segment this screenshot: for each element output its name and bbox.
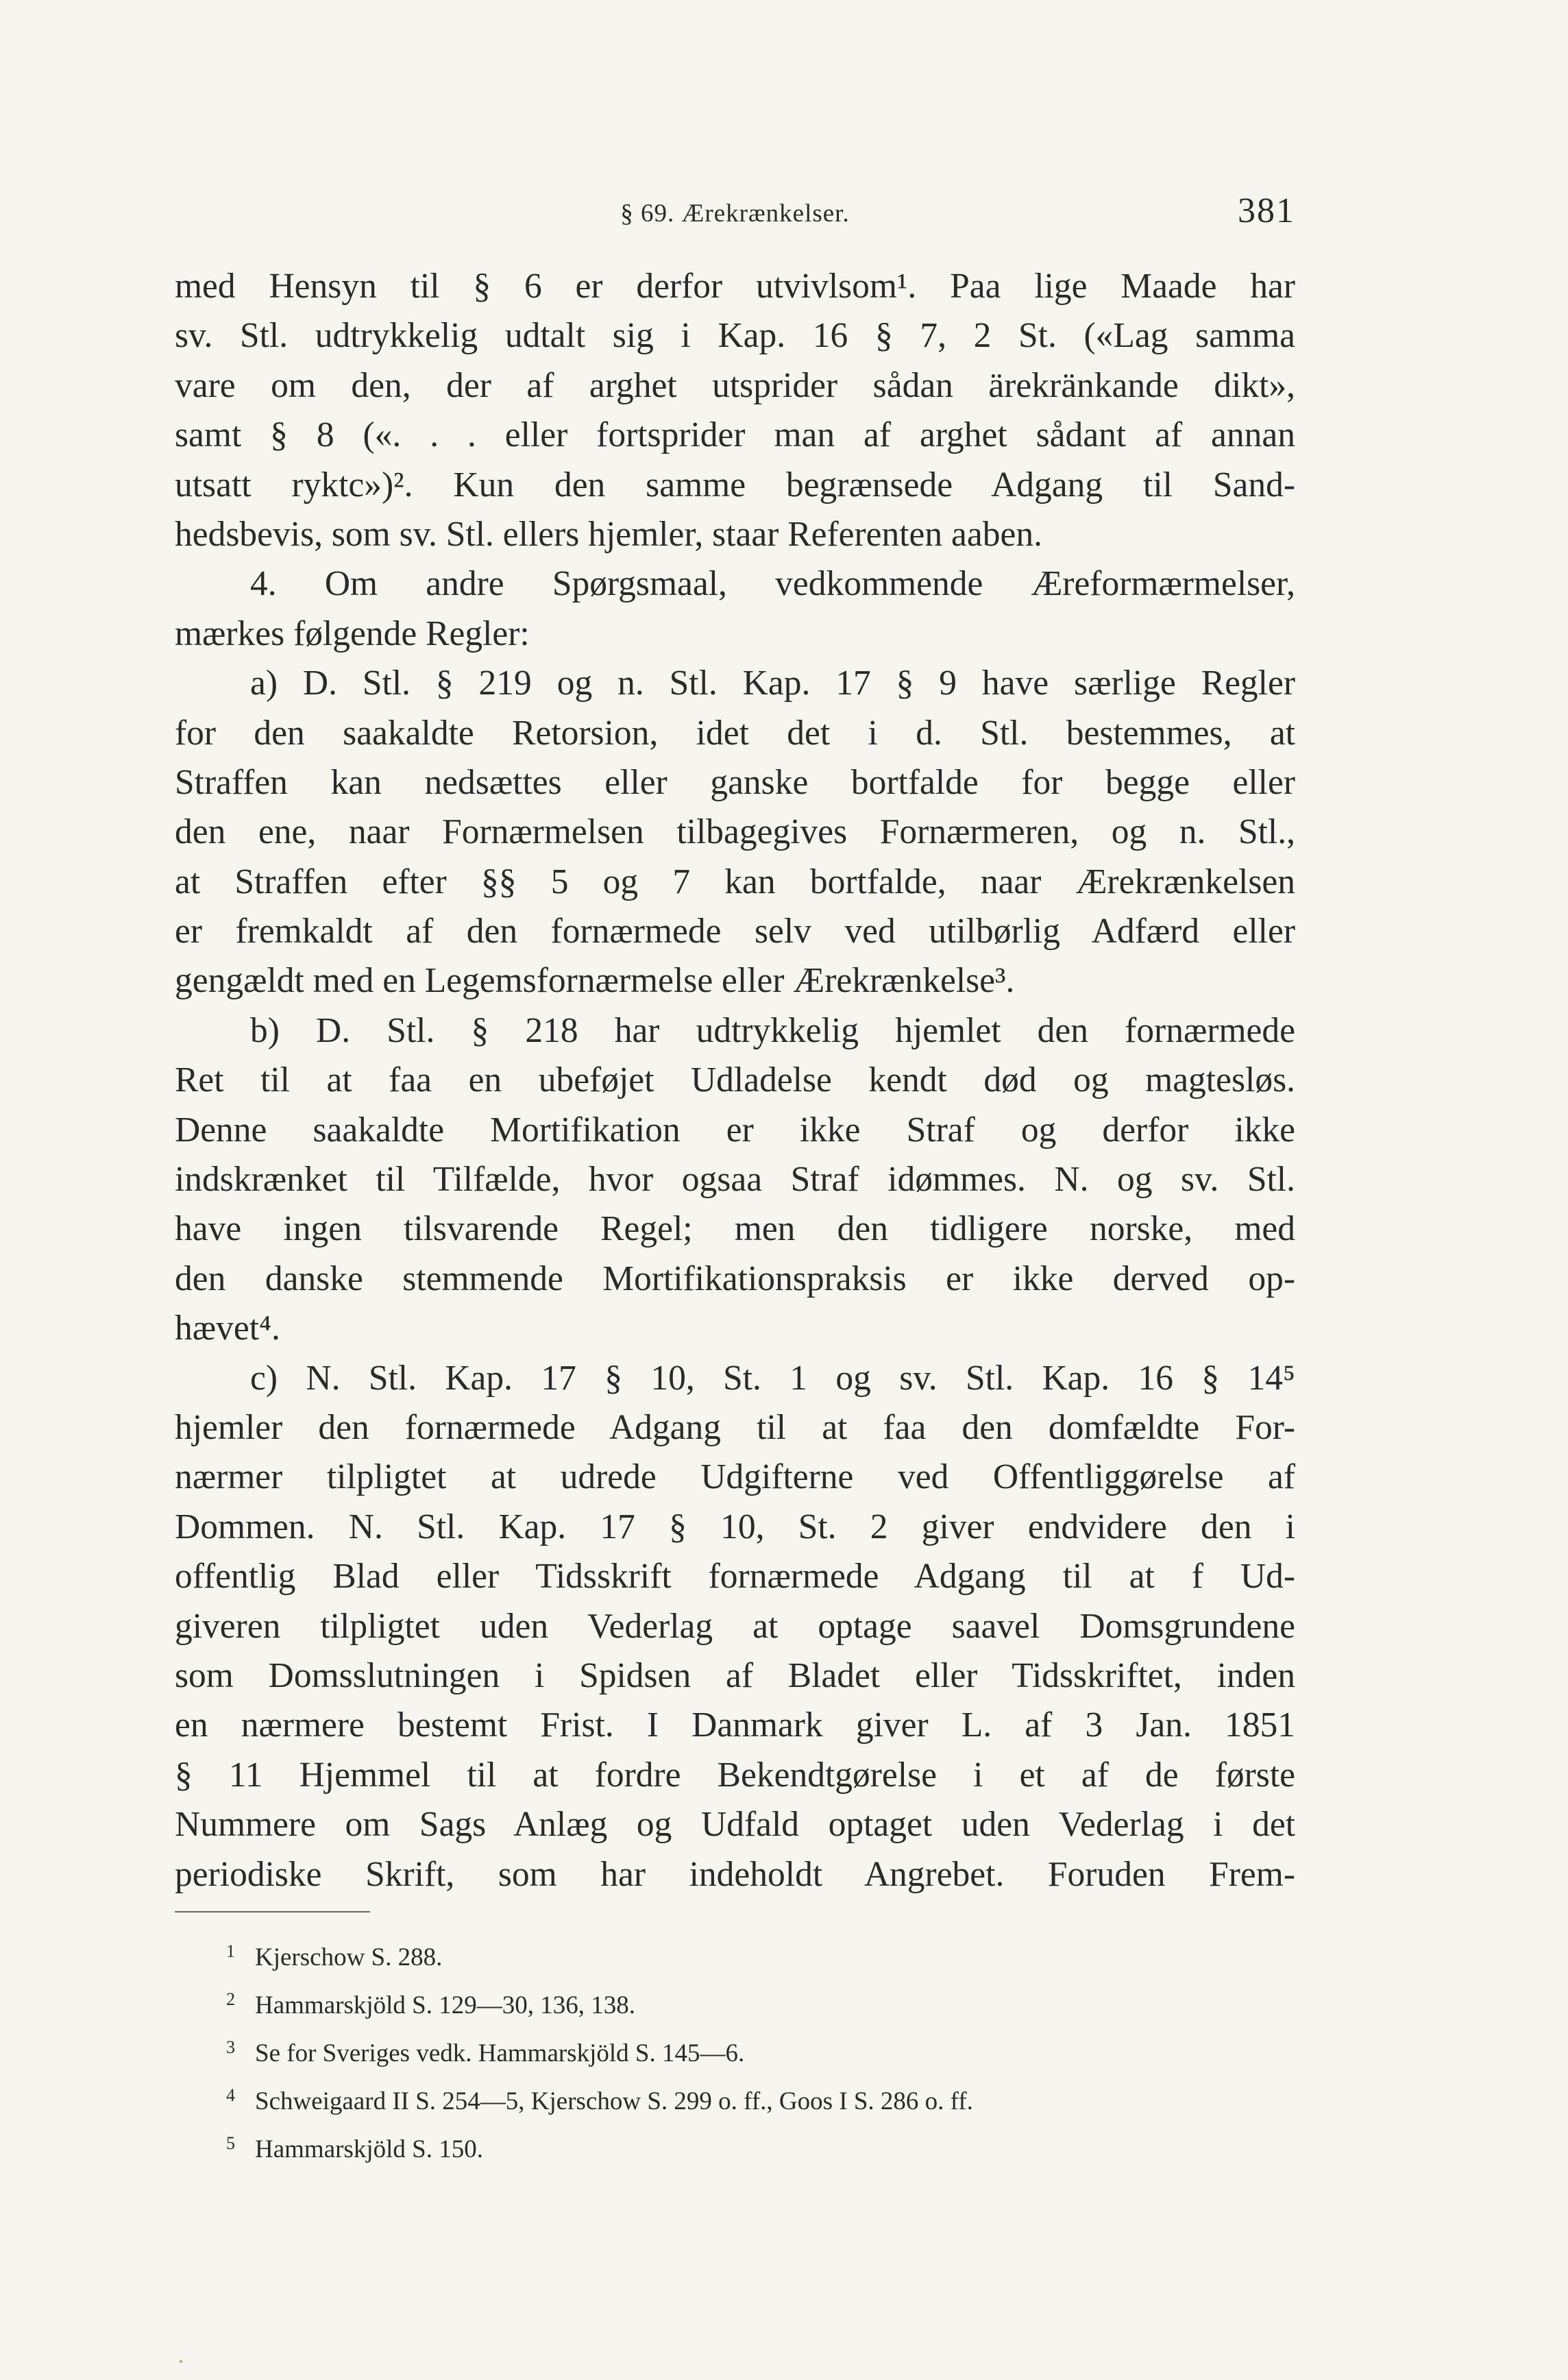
text-line: have ingen tilsvarende Regel; men den tidligere norske, med bbox=[175, 1209, 1295, 1249]
text-line: for den saakaldte Retorsion, idet det i d. Stl. bestemmes, at bbox=[175, 713, 1295, 753]
footnote-text: Schweigaard II S. 254—5, Kjerschow S. 299 o. ff., Goos I S. 286 o. ff. bbox=[255, 2087, 973, 2115]
footnote-mark: 5 bbox=[226, 2133, 235, 2153]
text-line: gengældt med en Legemsfornærmelse eller Ærekrænkelse³. bbox=[175, 961, 1015, 1001]
text-line: § 11 Hjemmel til at fordre Bekendtgørelse i et af de første bbox=[175, 1755, 1295, 1795]
text-line: offentlig Blad eller Tidsskrift fornærmede Adgang til at f Ud- bbox=[175, 1557, 1295, 1596]
text-line: Denne saakaldte Mortifikation er ikke Straf og derfor ikke bbox=[175, 1110, 1295, 1150]
text-line: Dommen. N. Stl. Kap. 17 § 10, St. 2 giver endvidere den i bbox=[175, 1507, 1295, 1546]
text-line: a) D. Stl. § 219 og n. Stl. Kap. 17 § 9 have særlige Regler bbox=[250, 664, 1295, 703]
text-line: 4. Om andre Spørgsmaal, vedkommende Æreformærmelser, bbox=[250, 564, 1295, 604]
footnote bbox=[226, 2074, 1297, 2122]
text-line: giveren tilpligtet uden Vederlag at optage saavel Domsgrundene bbox=[175, 1606, 1295, 1646]
text-line: Ret til at faa en ubeføjet Udladelse kendt død og magtesløs. bbox=[175, 1060, 1295, 1100]
footnote-text: Hammarskjöld S. 129—30, 136, 138. bbox=[255, 1991, 635, 2019]
footnote-text: Hammarskjöld S. 150. bbox=[255, 2135, 483, 2163]
footnote-text: Se for Sveriges vedk. Hammarskjöld S. 145—6. bbox=[255, 2039, 745, 2067]
text-line: hedsbevis, som sv. Stl. ellers hjemler, staar Referenten aaben. bbox=[175, 514, 1042, 554]
text-line: den ene, naar Fornærmelsen tilbagegives Fornærmeren, og n. Stl., bbox=[175, 812, 1295, 852]
text-line: periodiske Skrift, som har indeholdt Angrebet. Foruden Frem- bbox=[175, 1854, 1295, 1894]
text-line: en nærmere bestemt Frist. I Danmark giver L. af 3 Jan. 1851 bbox=[175, 1705, 1295, 1745]
footnote-mark: 4 bbox=[226, 2085, 235, 2105]
text-line: er fremkaldt af den fornærmede selv ved utilbørlig Adfærd eller bbox=[175, 912, 1295, 951]
body-text bbox=[175, 262, 1295, 1899]
text-line: indskrænket til Tilfælde, hvor ogsaa Straf idømmes. N. og sv. Stl. bbox=[175, 1160, 1295, 1200]
text-line: nærmer tilpligtet at udrede Udgifterne ved Offentliggørelse af bbox=[175, 1457, 1295, 1497]
footnote-mark: 3 bbox=[226, 2037, 235, 2057]
text-line: hjemler den fornærmede Adgang til at faa den domfældte For- bbox=[175, 1407, 1295, 1447]
text-line: sv. Stl. udtrykkelig udtalt sig i Kap. 16 § 7, 2 St. («Lag samma bbox=[175, 316, 1295, 356]
text-line: Nummere om Sags Anlæg og Udfald optaget uden Vederlag i det bbox=[175, 1805, 1295, 1845]
footnote bbox=[226, 2122, 1297, 2170]
text-line: med Hensyn til § 6 er derfor utvivlsom¹. Paa lige Maade har bbox=[175, 267, 1295, 306]
footnote-rule bbox=[175, 1911, 370, 1912]
paper-speck bbox=[180, 2360, 182, 2363]
footnote bbox=[226, 1978, 1297, 2026]
running-head bbox=[175, 191, 1295, 239]
text-line: at Straffen efter §§ 5 og 7 kan bortfalde, naar Ærekrænkelsen bbox=[175, 862, 1295, 901]
footnote-mark: 2 bbox=[226, 1989, 235, 2009]
text-line: utsatt ryktc»)². Kun den samme begrænsede Adgang til Sand- bbox=[175, 465, 1295, 505]
text-line: mærkes følgende Regler: bbox=[175, 614, 530, 653]
page-number: 381 bbox=[1238, 191, 1295, 230]
text-line: hævet⁴. bbox=[175, 1309, 280, 1348]
text-line: c) N. Stl. Kap. 17 § 10, St. 1 og sv. Stl. Kap. 16 § 14⁵ bbox=[250, 1358, 1295, 1398]
footnotes bbox=[226, 1930, 1297, 2170]
text-line: vare om den, der af arghet utsprider sådan ärekränkande dikt», bbox=[175, 365, 1295, 405]
text-line: som Domsslutningen i Spidsen af Bladet eller Tidsskriftet, inden bbox=[175, 1655, 1295, 1695]
footnote bbox=[226, 2026, 1297, 2074]
text-line: Straffen kan nedsættes eller ganske bortfalde for begge eller bbox=[175, 762, 1295, 802]
footnote bbox=[226, 1930, 1297, 1978]
text-line: samt § 8 («. . . eller fortsprider man af arghet sådant af annan bbox=[175, 415, 1295, 455]
text-line: b) D. Stl. § 218 har udtrykkelig hjemlet den fornærmede bbox=[250, 1010, 1295, 1050]
text-line: den danske stemmende Mortifikationspraksis er ikke derved op- bbox=[175, 1259, 1295, 1298]
footnote-mark: 1 bbox=[226, 1941, 235, 1961]
running-title: § 69. Ærekrænkelser. bbox=[620, 199, 850, 228]
footnote-text: Kjerschow S. 288. bbox=[255, 1943, 443, 1971]
